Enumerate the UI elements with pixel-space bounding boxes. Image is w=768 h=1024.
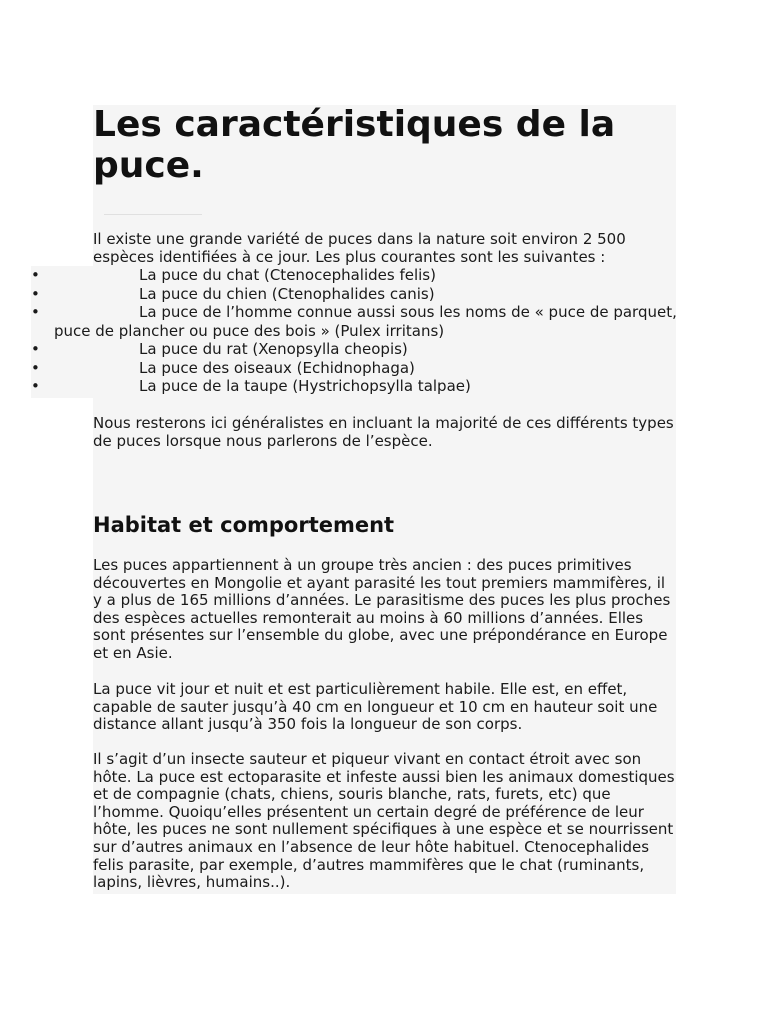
title-divider bbox=[104, 214, 202, 215]
bullet: • bbox=[31, 340, 40, 358]
page-title: Les caractéristiques de la puce. bbox=[93, 104, 616, 186]
bullet: • bbox=[31, 377, 40, 395]
intro-paragraph: Il existe une grande variété de puces dans la nature soit environ 2 500 espèces identifiées à ce jour. Les plus courantes sont les suivantes : bbox=[93, 230, 626, 266]
habitat-paragraph: La puce vit jour et nuit et est particulièrement habile. Elle est, en effet, capable de sauter jusqu’à 40 cm en longueur et 10 cm en hauteur soit une distance allant jusqu’à 350 fois la longueur de son corps. bbox=[93, 680, 658, 734]
species-list bbox=[31, 266, 677, 396]
list-item-text: La puce du chien (Ctenophalides canis) bbox=[139, 284, 435, 303]
bullet: • bbox=[31, 266, 40, 284]
list-item-text: La puce de l’homme connue aussi sous les noms de « puce de parquet, puce de plancher ou puce des bois » (Pulex irritans) bbox=[54, 303, 677, 340]
list-item bbox=[31, 340, 677, 359]
list-item bbox=[31, 266, 677, 285]
list-item-text: La puce des oiseaux (Echidnophaga) bbox=[139, 358, 415, 377]
list-item bbox=[31, 285, 677, 304]
bullet: • bbox=[31, 303, 40, 321]
list-item-text: La puce du chat (Ctenocephalides felis) bbox=[139, 266, 436, 284]
bullet: • bbox=[31, 284, 40, 303]
list-item bbox=[31, 303, 677, 340]
summary-paragraph: Nous resterons ici généralistes en incluant la majorité de ces différents types de puces lorsque nous parlerons de l’espèce. bbox=[93, 414, 674, 450]
list-item-text: La puce de la taupe (Hystrichopsylla talpae) bbox=[139, 377, 471, 395]
list-item-text: La puce du rat (Xenopsylla cheopis) bbox=[139, 340, 408, 358]
list-item bbox=[31, 359, 677, 378]
section-heading: Habitat et comportement bbox=[93, 513, 395, 537]
habitat-paragraph: Il s’agit d’un insecte sauteur et piqueur vivant en contact étroit avec son hôte. La puce est ectoparasite et infeste aussi bien les animaux domestiques et de compagnie (chats, chiens, souris blanche, rats, furets, etc) que l’homme. Quoiqu’elles présentent un certain degré de préférence de leur hôte, les puces ne sont nullement spécifiques à une espèce et se nourrissent sur d’autres animaux en l’absence de leur hôte habituel. Ctenocephalides felis parasite, par exemple, d’autres mammifères que le chat (ruminants, lapins, lièvres, humains..). bbox=[93, 750, 675, 892]
bullet: • bbox=[31, 358, 40, 377]
habitat-paragraph: Les puces appartiennent à un groupe très ancien : des puces primitives découvertes en Mongolie et ayant parasité les tout premiers mammifères, il y a plus de 165 millions d’années. Le parasitisme des puces les plus proches des espèces actuelles remonterait au moins à 60 millions d’années. Elles sont présentes sur l’ensemble du globe, avec une prépondérance en Europe et en Asie. bbox=[93, 556, 671, 662]
list-item bbox=[31, 377, 677, 396]
